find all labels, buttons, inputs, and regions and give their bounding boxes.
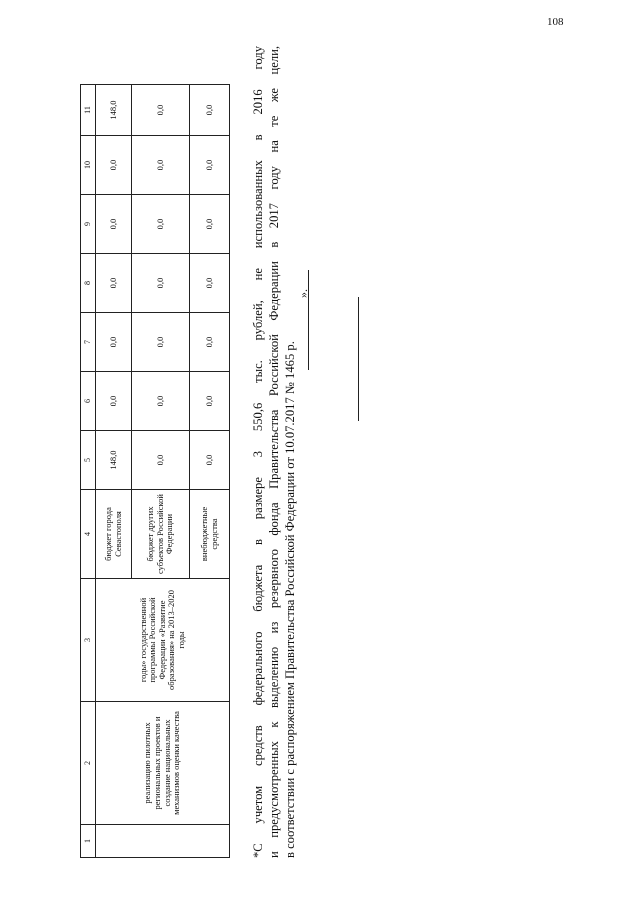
header-col-5: 5	[81, 431, 96, 490]
header-col-4: 4	[81, 490, 96, 579]
footnote-line-3: в соответствии с распоряжением Правительства Российской Федерации от 10.07.2017 № 1465 р.	[283, 341, 297, 858]
cell-col-1	[96, 825, 230, 858]
header-col-10: 10	[81, 136, 96, 195]
cell-value: 0,0	[190, 372, 230, 431]
cell-program-name: годы» государственной программы Российской Федерации «Развитие образования» на 2013–2020 годы	[96, 579, 230, 702]
header-col-3: 3	[81, 579, 96, 702]
header-col-11: 11	[81, 85, 96, 136]
cell-value: 0,0	[190, 431, 230, 490]
cell-value: 0,0	[96, 254, 132, 313]
table-header-row	[81, 85, 96, 858]
cell-value: 0,0	[190, 85, 230, 136]
cell-measure-name: реализацию пилотных региональных проектов и создание национальных механизмов оценки качества	[96, 702, 230, 825]
separator-line	[358, 297, 359, 421]
cell-value: 0,0	[96, 195, 132, 254]
header-col-7: 7	[81, 313, 96, 372]
cell-value: 0,0	[132, 372, 190, 431]
cell-value: 0,0	[190, 136, 230, 195]
cell-value: 0,0	[190, 313, 230, 372]
program-funding-table	[80, 84, 230, 858]
cell-value: 0,0	[132, 85, 190, 136]
cell-value: 0,0	[132, 431, 190, 490]
cell-value: 0,0	[132, 195, 190, 254]
page-number: 108	[547, 16, 564, 28]
header-col-2: 2	[81, 702, 96, 825]
cell-value: 0,0	[132, 313, 190, 372]
header-col-6: 6	[81, 372, 96, 431]
closing-quote: ».	[296, 289, 310, 298]
cell-value: 0,0	[190, 195, 230, 254]
header-col-8: 8	[81, 254, 96, 313]
footnote-line-2: и предусмотренных к выделению из резервного фонда Правительства Российской Федерации в 2017 году на те же цели,	[267, 46, 281, 858]
table-row	[96, 85, 132, 858]
cell-value: 0,0	[96, 372, 132, 431]
footnote-line-1: *С учетом средств федерального бюджета в размере 3 550,6 тыс. рублей, не использованных в 2016 году	[251, 46, 265, 858]
cell-value: 148,0	[96, 431, 132, 490]
footnote	[250, 46, 298, 858]
cell-value: 148,0	[96, 85, 132, 136]
cell-value: 0,0	[96, 136, 132, 195]
rotated-content	[80, 46, 310, 858]
cell-value: 0,0	[96, 313, 132, 372]
cell-value: 0,0	[132, 136, 190, 195]
cell-source: бюджет города Севастополя	[96, 490, 132, 579]
header-col-9: 9	[81, 195, 96, 254]
cell-source: бюджет других субъектов Российской Федерации	[132, 490, 190, 579]
cell-source: внебюджетные средства	[190, 490, 230, 579]
cell-value: 0,0	[132, 254, 190, 313]
header-col-1: 1	[81, 825, 96, 858]
cell-value: 0,0	[190, 254, 230, 313]
closing-underline	[308, 270, 309, 370]
